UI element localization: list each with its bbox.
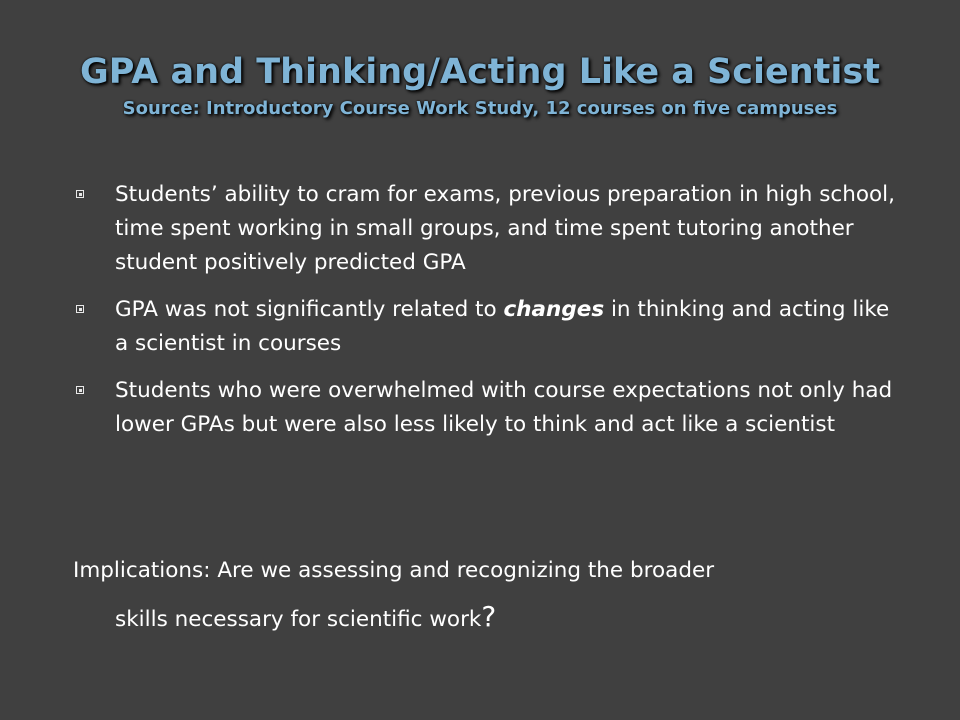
implications-line-2: skills necessary for scientific work [115,607,482,632]
bullet-item-1 [73,178,903,280]
bullet-text-3: Students who were overwhelmed with course expectations not only had lower GPAs but were also less likely to think and act like a scientist [115,378,893,437]
title-block [0,48,960,122]
bullet-list [73,178,903,455]
bullet-text-1: Students’ ability to cram for exams, previous preparation in high school, time spent working in small groups, and time spent tutoring another student positively predicted GPA [115,182,895,275]
implications-question-mark: ? [481,600,497,633]
slide-subtitle: Source: Introductory Course Work Study, 12 courses on five campuses [122,98,838,119]
square-bullet-icon [76,386,84,394]
bullet-item-2 [73,293,903,361]
implications-line-1: Implications: Are we assessing and recognizing the broader [73,558,715,583]
slide-title: GPA and Thinking/Acting Like a Scientist [80,52,880,92]
square-bullet-icon [76,305,84,313]
implications-paragraph [73,548,903,643]
bullet-item-3 [73,374,903,442]
implications-line-2-wrap [73,594,903,643]
bullet-text-2-emphasis: changes [503,297,605,322]
bullet-text-2-before: GPA was not significantly related to [115,297,504,322]
square-bullet-icon [76,190,84,198]
bullet-text-2-after: in thinking and acting like a scientist in courses [115,297,890,356]
